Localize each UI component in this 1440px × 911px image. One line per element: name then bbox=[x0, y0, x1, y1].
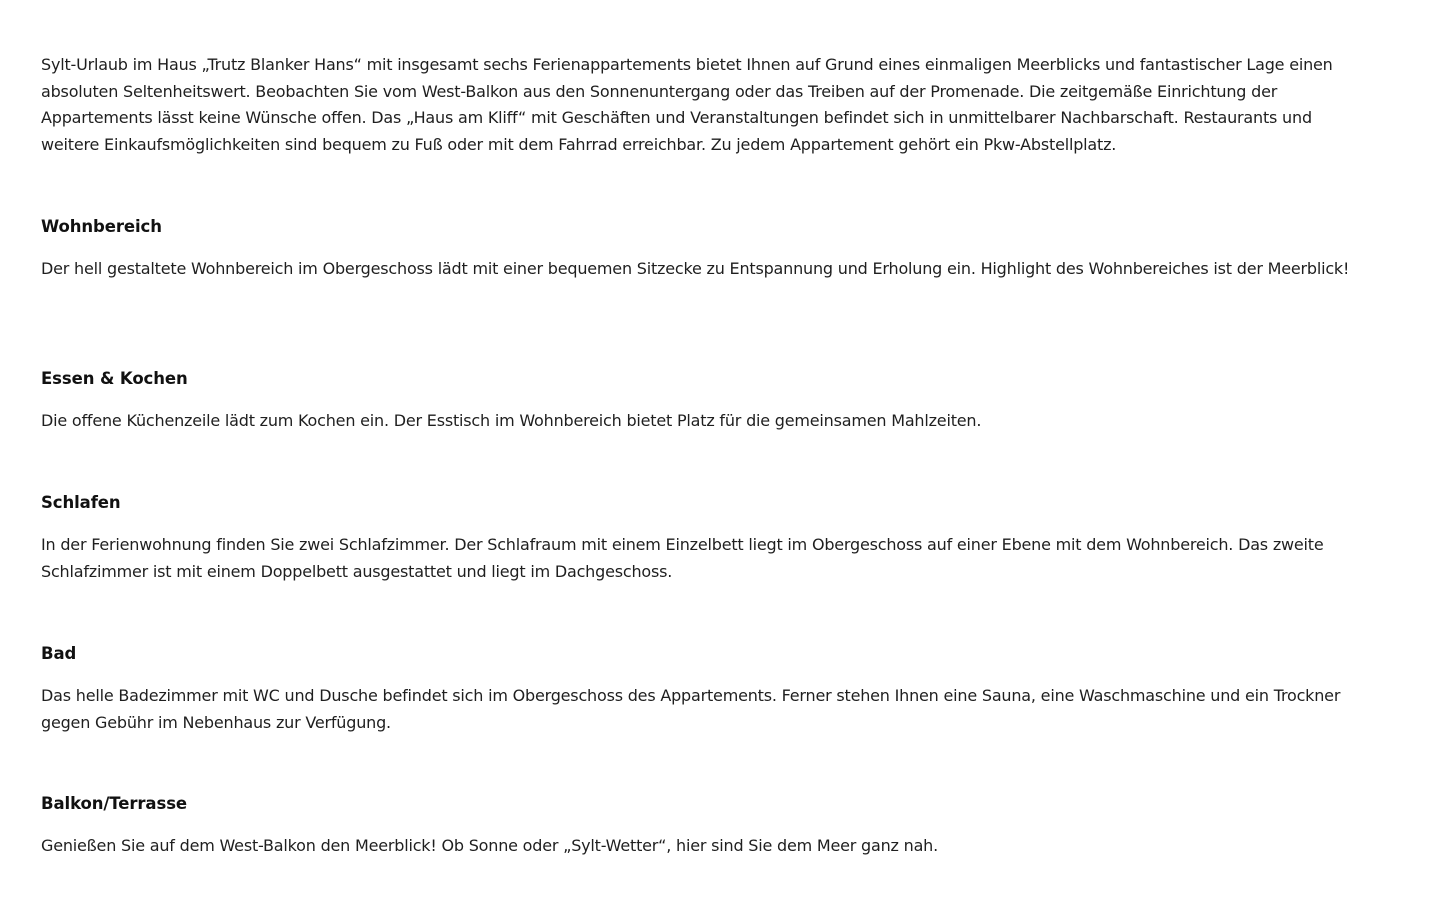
section-heading-balkon-terrasse: Balkon/Terrasse bbox=[41, 794, 188, 813]
section-heading-wohnbereich: Wohnbereich bbox=[41, 217, 162, 236]
section-schlafen bbox=[41, 490, 1361, 585]
section-text-bad: Das helle Badezimmer mit WC und Dusche befindet sich im Obergeschoss des Appartements. Ferner stehen Ihnen eine Sauna, eine Waschmaschine und ein Trockner gegen Gebühr im Nebenhaus zur Verfügung. bbox=[41, 686, 1341, 732]
section-text-essen-kochen: Die offene Küchenzeile lädt zum Kochen ein. Der Esstisch im Wohnbereich bietet Platz für die gemeinsamen Mahlzeiten. bbox=[41, 411, 982, 430]
section-heading-schlafen: Schlafen bbox=[41, 493, 121, 512]
section-balkon-terrasse bbox=[41, 791, 1361, 860]
section-heading-bad: Bad bbox=[41, 644, 77, 663]
section-text-wohnbereich: Der hell gestaltete Wohnbereich im Obergeschoss lädt mit einer bequemen Sitzecke zu Entspannung und Erholung ein. Highlight des Wohnbereiches ist der Meerblick! bbox=[41, 259, 1350, 278]
section-heading-essen-kochen: Essen & Kochen bbox=[41, 369, 188, 388]
section-text-balkon-terrasse: Genießen Sie auf dem West-Balkon den Meerblick! Ob Sonne oder „Sylt-Wetter“, hier sind Sie dem Meer ganz nah. bbox=[41, 836, 939, 855]
section-essen-kochen bbox=[41, 366, 1361, 435]
section-wohnbereich bbox=[41, 214, 1361, 283]
section-text-schlafen: In der Ferienwohnung finden Sie zwei Schlafzimmer. Der Schlafraum mit einem Einzelbett liegt im Obergeschoss auf einer Ebene mit dem Wohnbereich. Das zweite Schlafzimmer ist mit einem Doppelbett ausgestattet und liegt im Dachgeschoss. bbox=[41, 535, 1324, 581]
intro-paragraph: Sylt-Urlaub im Haus „Trutz Blanker Hans“ mit insgesamt sechs Ferienappartements bietet Ihnen auf Grund eines einmaligen Meerblicks und fantastischer Lage einen absoluten Seltenheitswert. Beobachten Sie vom West-Balkon aus den Sonnenuntergang oder das Treiben auf der Promenade. Die zeitgemäße Einrichtung der Appartements lässt keine Wünsche offen. Das „Haus am Kliff“ mit Geschäften und Veranstaltungen befindet sich in unmittelbarer Nachbarschaft. Restaurants und weitere Einkaufsmöglichkeiten sind bequem zu Fuß oder mit dem Fahrrad erreichbar. Zu jedem Appartement gehört ein Pkw-Abstellplatz. bbox=[41, 55, 1333, 154]
section-bad bbox=[41, 641, 1361, 736]
